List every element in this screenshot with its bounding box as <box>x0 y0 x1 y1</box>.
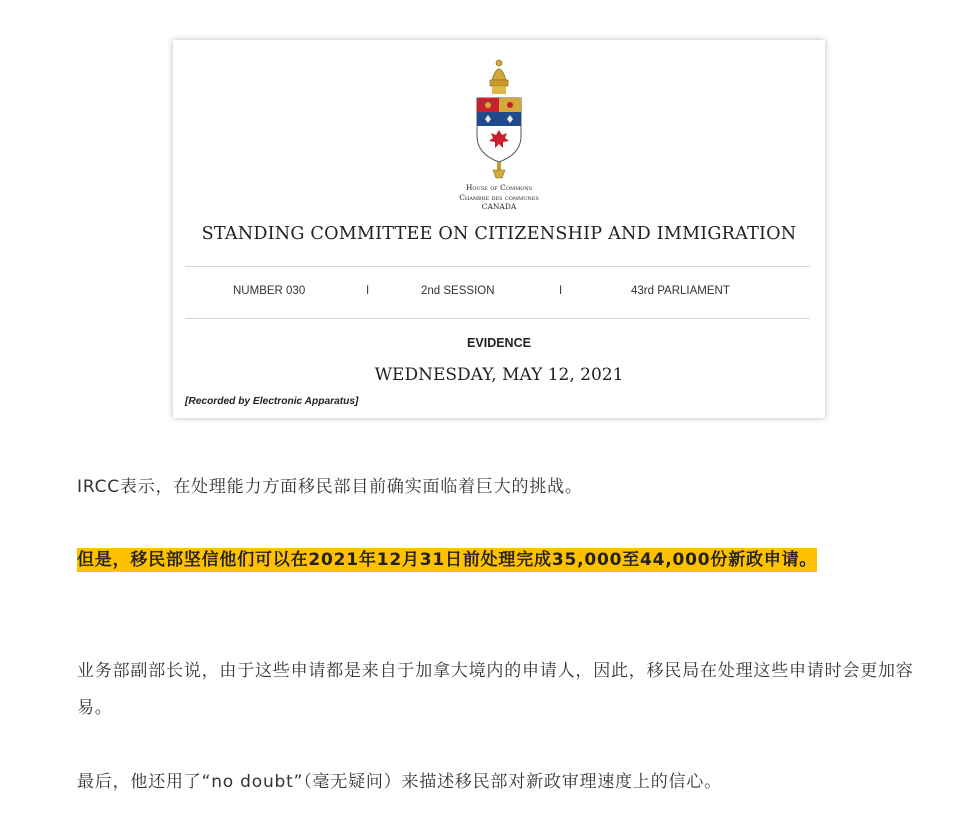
parliament-label: 43rd PARLIAMENT <box>631 285 730 297</box>
emblem-line-country: CANADA <box>481 202 517 211</box>
house-of-commons-wordmark <box>173 183 825 212</box>
recorded-note: [Recorded by Electronic Apparatus] <box>185 396 359 407</box>
divider-top <box>185 266 810 267</box>
divider-bottom <box>185 318 810 319</box>
article-paragraph-highlighted <box>77 542 927 579</box>
meta-separator: I <box>559 285 563 297</box>
meeting-date: WEDNESDAY, MAY 12, 2021 <box>374 365 624 385</box>
emblem-line-fr: Chambre des communes <box>459 192 539 202</box>
article-paragraph-1: IRCC表示，在处理能力方面移民部目前确实面临着巨大的挑战。 <box>77 477 583 497</box>
article-paragraph-3: 业务部副部长说，由于这些申请都是来自于加拿大境内的申请人，因此，移民局在处理这些申请时会更加容易。 <box>77 661 914 718</box>
committee-title: STANDING COMMITTEE ON CITIZENSHIP AND IMMIGRATION <box>201 224 797 244</box>
session-label: 2nd SESSION <box>421 285 495 297</box>
evidence-label: EVIDENCE <box>467 336 531 350</box>
meeting-number: NUMBER 030 <box>233 285 306 297</box>
article-paragraph-4: 最后，他还用了“no doubt”（毫无疑问）来描述移民部对新政审理速度上的信心。 <box>77 772 722 792</box>
house-of-commons-emblem-icon <box>470 58 528 180</box>
meta-separator: I <box>366 285 370 297</box>
emblem-line-en: House of Commons <box>465 183 533 192</box>
committee-document-image <box>173 40 825 418</box>
highlighted-text: 但是，移民部坚信他们可以在2021年12月31日前处理完成35,000至44,000份新政申请。 <box>77 550 818 570</box>
